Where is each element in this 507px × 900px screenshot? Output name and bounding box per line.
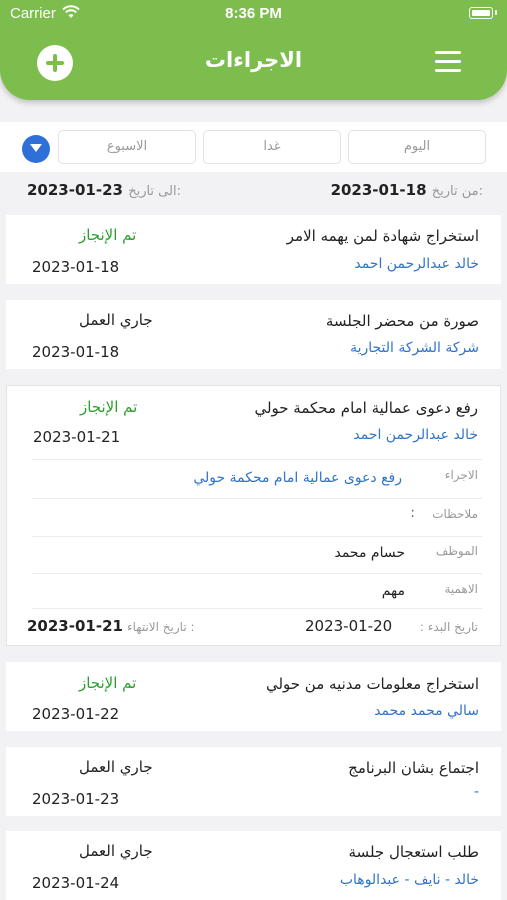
item-person-link[interactable]: خالد عبدالرحمن احمد (353, 427, 478, 443)
item-date: 2023-01-23 (32, 790, 120, 808)
notes-label: ملاحظات (432, 507, 478, 521)
divider (32, 498, 482, 499)
divider (32, 608, 482, 609)
item-title: طلب استعجال جلسة (348, 843, 479, 861)
clock: 8:36 PM (225, 5, 282, 22)
filter-today-button[interactable]: اليوم (348, 130, 486, 164)
filter-week-button[interactable]: الاسبوع (58, 130, 196, 164)
divider (32, 573, 482, 574)
priority-value: مهم (381, 583, 405, 599)
from-date-value: 2023-01-18 (330, 181, 427, 199)
app-header (0, 0, 507, 100)
employee-label: الموظف (435, 544, 478, 558)
end-date-value: 2023-01-21 (27, 617, 123, 635)
item-date: 2023-01-22 (32, 705, 120, 723)
item-person-link[interactable]: خالد عبدالرحمن احمد (354, 256, 479, 272)
divider (32, 536, 482, 537)
list-item[interactable] (6, 662, 501, 731)
item-date: 2023-01-21 (33, 428, 121, 446)
item-title: اجتماع بشان البرنامج (348, 759, 479, 777)
item-person-link[interactable]: خالد - نايف - عبدالوهاب (339, 872, 479, 888)
to-date[interactable] (27, 181, 181, 199)
page-title: الاجراءات (204, 48, 303, 72)
battery-tip (495, 10, 497, 15)
start-date-value: 2023-01-20 (305, 617, 393, 635)
notes-value: : (410, 505, 415, 521)
to-date-label: الى تاريخ: (128, 184, 181, 199)
item-person-link[interactable]: شركة الشركة التجارية (350, 340, 479, 356)
list-item[interactable] (6, 215, 501, 284)
employee-value: حسام محمد (334, 545, 405, 561)
filter-tomorrow-button[interactable]: غدا (203, 130, 341, 164)
status-bar (0, 0, 507, 28)
status-badge: تم الإنجاز (79, 226, 137, 244)
divider (32, 459, 482, 460)
status-badge: جاري العمل (79, 842, 153, 860)
item-title: صورة من محضر الجلسة (325, 312, 479, 330)
filter-bar (0, 122, 507, 172)
list-item[interactable] (6, 300, 501, 369)
list-item[interactable] (6, 747, 501, 816)
action-value: رفع دعوى عمالية امام محكمة حولي (193, 470, 402, 486)
to-date-value: 2023-01-23 (27, 181, 123, 199)
from-date[interactable] (331, 181, 483, 199)
item-date: 2023-01-24 (32, 874, 120, 892)
item-person-link[interactable]: - (473, 784, 479, 800)
carrier-label: Carrier (10, 5, 56, 22)
status-badge: تم الإنجاز (80, 398, 138, 416)
action-label: الاجراء (444, 468, 478, 482)
from-date-label: من تاريخ: (431, 184, 483, 199)
status-badge: جاري العمل (79, 758, 153, 776)
item-title: استخراج شهادة لمن يهمه الامر (286, 227, 479, 245)
item-date: 2023-01-18 (32, 258, 120, 276)
end-date-label: تاريخ الانتهاء : (127, 620, 195, 634)
filter-icon[interactable] (22, 135, 50, 163)
status-badge: جاري العمل (79, 311, 153, 329)
battery-icon (469, 7, 493, 19)
item-title: استخراج معلومات مدنيه من حولي (265, 675, 479, 693)
item-date: 2023-01-18 (32, 343, 120, 361)
status-badge: تم الإنجاز (79, 674, 137, 692)
list-item[interactable] (6, 831, 501, 900)
list-item-expanded[interactable] (6, 385, 501, 646)
priority-label: الاهمية (444, 582, 478, 596)
item-title: رفع دعوى عمالية امام محكمة حولي (254, 399, 478, 417)
start-date-label: تاريخ البدء : (419, 620, 478, 634)
hamburger-menu-icon[interactable] (435, 51, 461, 73)
item-person-link[interactable]: سالي محمد محمد (374, 703, 479, 719)
